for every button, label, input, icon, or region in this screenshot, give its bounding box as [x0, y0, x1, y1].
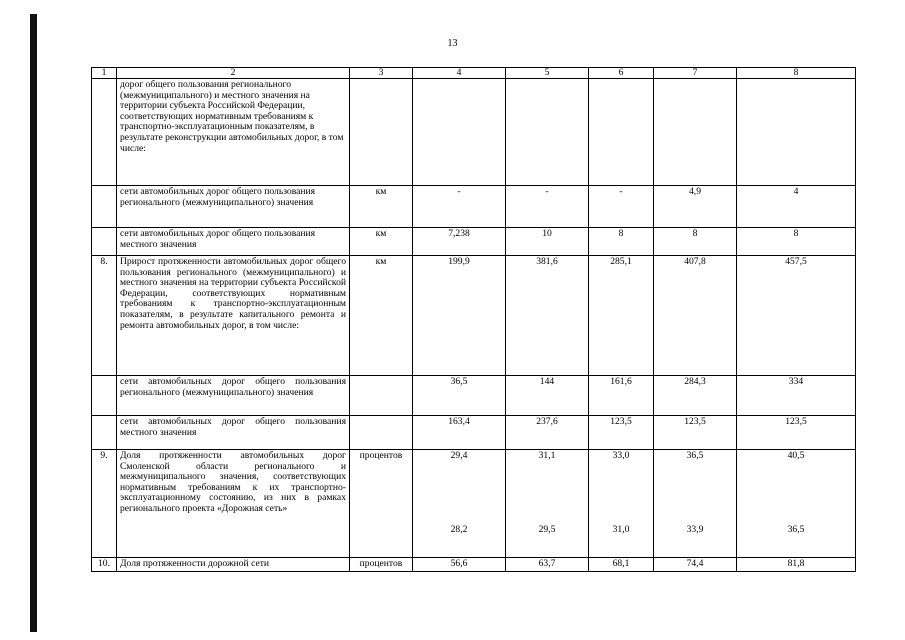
value-cell — [413, 450, 506, 558]
value-cell — [737, 79, 856, 186]
value-cell: 63,7 — [506, 558, 589, 572]
indicator-name — [117, 450, 350, 558]
header-cell: 1 — [92, 68, 117, 79]
unit-cell: км — [350, 256, 413, 376]
unit-cell — [350, 416, 413, 450]
indicator-name: сети автомобильных дорог общего пользования местного значения — [117, 416, 350, 450]
value-cell: 8 — [654, 228, 737, 256]
value-cell: 161,6 — [589, 376, 654, 416]
row-number-cell: 9. — [92, 450, 117, 558]
value-cell: 123,5 — [654, 416, 737, 450]
unit-cell: км — [350, 186, 413, 228]
page-number: 13 — [447, 38, 458, 49]
row-number-cell — [92, 186, 117, 228]
value-cell: 381,6 — [506, 256, 589, 376]
value-cell: 81,8 — [737, 558, 856, 572]
value-cell: 334 — [737, 376, 856, 416]
value-cell: 8 — [737, 228, 856, 256]
table-row — [92, 228, 856, 256]
value-cell: 284,3 — [654, 376, 737, 416]
value-cell: 7,238 — [413, 228, 506, 256]
value-cell — [589, 450, 654, 558]
value-cell: 123,5 — [737, 416, 856, 450]
value-cell: - — [413, 186, 506, 228]
value-cell — [589, 79, 654, 186]
table-row — [92, 376, 856, 416]
value-project: 28,2 — [450, 523, 468, 535]
value-cell: 144 — [506, 376, 589, 416]
table-row — [92, 79, 856, 186]
value-cell: 163,4 — [413, 416, 506, 450]
table-row — [92, 450, 856, 558]
table-row — [92, 186, 856, 228]
value-cell: 285,1 — [589, 256, 654, 376]
table-row — [92, 256, 856, 376]
indicator-name: сети автомобильных дорог общего пользования регионального (межмуниципального) значения — [117, 376, 350, 416]
value-cell: 56,6 — [413, 558, 506, 572]
header-cell: 6 — [589, 68, 654, 79]
value-total: 36,5 — [686, 450, 704, 461]
unit-cell — [350, 376, 413, 416]
header-cell: 7 — [654, 68, 737, 79]
indicator-name: сети автомобильных дорог общего пользования регионального (межмуниципального) значения — [117, 186, 350, 228]
indicator-subtext: из них в рамках регионального проекта «Дорожная сеть» — [120, 492, 346, 514]
value-cell: 237,6 — [506, 416, 589, 450]
value-cell: 123,5 — [589, 416, 654, 450]
value-total: 40,5 — [787, 450, 805, 461]
indicator-name: дорог общего пользования регионального (межмуниципального) и местного значения на территории субъекта Российской Федерации, соответствующих нормативным требованиям к транспортно-эксплуатационным показателям, в результате реконструкции автомобильных дорог, в том числе: — [117, 79, 350, 186]
value-cell: 74,4 — [654, 558, 737, 572]
table-header-row — [92, 68, 856, 79]
row-number-cell — [92, 79, 117, 186]
value-project: 31,0 — [612, 523, 630, 535]
indicators-table — [91, 67, 856, 572]
indicator-text: Доля протяженности автомобильных дорог Смоленской области регионального и межмуниципального значения, соответствующих нормативным требованиям к их транспортно-эксплуатационному состоянию, — [120, 450, 346, 504]
row-number-cell — [92, 376, 117, 416]
value-cell: 199,9 — [413, 256, 506, 376]
header-cell: 2 — [117, 68, 350, 79]
row-number-cell — [92, 228, 117, 256]
header-cell: 5 — [506, 68, 589, 79]
row-number-cell: 10. — [92, 558, 117, 572]
value-cell — [737, 450, 856, 558]
value-cell — [506, 79, 589, 186]
value-cell: 4,9 — [654, 186, 737, 228]
value-cell: 4 — [737, 186, 856, 228]
table-row — [92, 558, 856, 572]
value-total: 29,4 — [450, 450, 468, 461]
header-cell: 8 — [737, 68, 856, 79]
value-cell: 68,1 — [589, 558, 654, 572]
indicator-name: Прирост протяженности автомобильных дорог общего пользования регионального (межмуниципального) и местного значения на территории субъекта Российской Федерации, соответствующих нормативным требованиям к транспортно-эксплуатационным показателям, в результате капитального ремонта и ремонта автомобильных дорог, в том числе: — [117, 256, 350, 376]
unit-cell: процентов — [350, 450, 413, 558]
row-number-cell — [92, 416, 117, 450]
value-project: 29,5 — [538, 523, 556, 535]
value-cell: 407,8 — [654, 256, 737, 376]
row-number-cell: 8. — [92, 256, 117, 376]
value-cell: 36,5 — [413, 376, 506, 416]
value-cell: - — [506, 186, 589, 228]
unit-cell: процентов — [350, 558, 413, 572]
value-cell — [506, 450, 589, 558]
value-cell — [413, 79, 506, 186]
value-project: 36,5 — [787, 523, 805, 535]
value-cell: 10 — [506, 228, 589, 256]
table-row — [92, 416, 856, 450]
value-total: 31,1 — [538, 450, 556, 461]
value-cell: 457,5 — [737, 256, 856, 376]
header-cell: 4 — [413, 68, 506, 79]
value-cell: - — [589, 186, 654, 228]
value-total: 33,0 — [612, 450, 630, 461]
scan-edge-bar — [30, 14, 37, 632]
value-cell — [654, 79, 737, 186]
value-cell: 8 — [589, 228, 654, 256]
indicator-name: сети автомобильных дорог общего пользования местного значения — [117, 228, 350, 256]
header-cell: 3 — [350, 68, 413, 79]
unit-cell — [350, 79, 413, 186]
value-project: 33,9 — [686, 523, 704, 535]
unit-cell: км — [350, 228, 413, 256]
indicator-name: Доля протяженности дорожной сети — [117, 558, 350, 572]
value-cell — [654, 450, 737, 558]
